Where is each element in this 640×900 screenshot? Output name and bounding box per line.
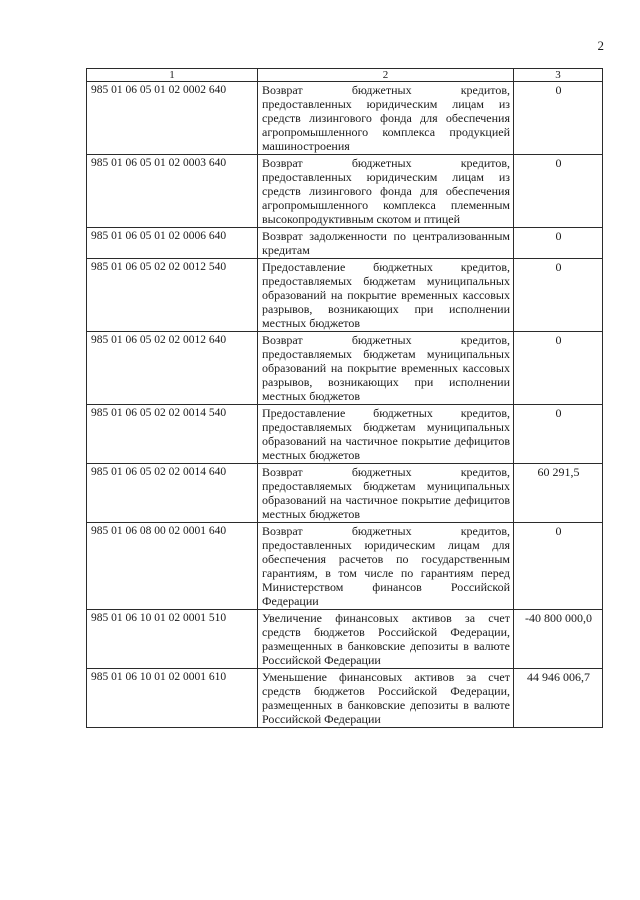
row-code: 985 01 06 05 02 02 0014 640: [87, 464, 258, 523]
table-row: [87, 523, 603, 610]
row-amount: 0: [514, 82, 603, 155]
row-amount: 0: [514, 332, 603, 405]
row-amount: 0: [514, 155, 603, 228]
row-code: 985 01 06 05 01 02 0006 640: [87, 228, 258, 259]
row-code: 985 01 06 05 02 02 0012 640: [87, 332, 258, 405]
column-header-3: 3: [514, 69, 603, 82]
row-amount: 44 946 006,7: [514, 669, 603, 728]
row-description: Предоставление бюджетных кредитов, предоставляемых бюджетам муниципальных образований на покрытие временных кассовых разрывов, возникающих при исполнении местных бюджетов: [258, 259, 514, 332]
budget-table: [86, 68, 603, 728]
row-amount: 0: [514, 228, 603, 259]
row-description: Предоставление бюджетных кредитов, предоставляемых бюджетам муниципальных образований на частичное покрытие дефицитов местных бюджетов: [258, 405, 514, 464]
row-amount: 0: [514, 405, 603, 464]
column-header-1: 1: [87, 69, 258, 82]
table-row: [87, 405, 603, 464]
table-row: [87, 155, 603, 228]
row-code: 985 01 06 05 02 02 0012 540: [87, 259, 258, 332]
table-row: [87, 259, 603, 332]
page-number: 2: [597, 38, 604, 53]
column-header-2: 2: [258, 69, 514, 82]
row-description: Возврат бюджетных кредитов, предоставленных юридическим лицам из средств лизингового фонда для обеспечения агропромышленного комплекса племенным высокопродуктивным скотом и птицей: [258, 155, 514, 228]
row-description: Уменьшение финансовых активов за счет средств бюджетов Российской Федерации, размещенных в банковские депозиты в валюте Российской Федерации: [258, 669, 514, 728]
row-description: Возврат задолженности по централизованным кредитам: [258, 228, 514, 259]
table-header-row: [87, 69, 603, 82]
row-code: 985 01 06 10 01 02 0001 510: [87, 610, 258, 669]
table-row: [87, 610, 603, 669]
table-row: [87, 669, 603, 728]
row-code: 985 01 06 05 01 02 0002 640: [87, 82, 258, 155]
row-code: 985 01 06 05 02 02 0014 540: [87, 405, 258, 464]
table-row: [87, 332, 603, 405]
table-row: [87, 464, 603, 523]
row-code: 985 01 06 10 01 02 0001 610: [87, 669, 258, 728]
row-description: Возврат бюджетных кредитов, предоставляемых бюджетам муниципальных образований на частичное покрытие дефицитов местных бюджетов: [258, 464, 514, 523]
row-description: Возврат бюджетных кредитов, предоставленных юридическим лицам из средств лизингового фонда для обеспечения агропромышленного комплекса продукцией машиностроения: [258, 82, 514, 155]
row-description: Возврат бюджетных кредитов, предоставляемых бюджетам муниципальных образований на покрытие временных кассовых разрывов, возникающих при исполнении местных бюджетов: [258, 332, 514, 405]
row-description: Увеличение финансовых активов за счет средств бюджетов Российской Федерации, размещенных в банковские депозиты в валюте Российской Федерации: [258, 610, 514, 669]
row-amount: 60 291,5: [514, 464, 603, 523]
row-amount: 0: [514, 523, 603, 610]
row-code: 985 01 06 08 00 02 0001 640: [87, 523, 258, 610]
table-row: [87, 228, 603, 259]
row-amount: -40 800 000,0: [514, 610, 603, 669]
row-description: Возврат бюджетных кредитов, предоставленных юридическим лицам для обеспечения расчетов по государственным гарантиям, в том числе по гарантиям перед Министерством финансов Российской Федерации: [258, 523, 514, 610]
table-row: [87, 82, 603, 155]
row-code: 985 01 06 05 01 02 0003 640: [87, 155, 258, 228]
row-amount: 0: [514, 259, 603, 332]
